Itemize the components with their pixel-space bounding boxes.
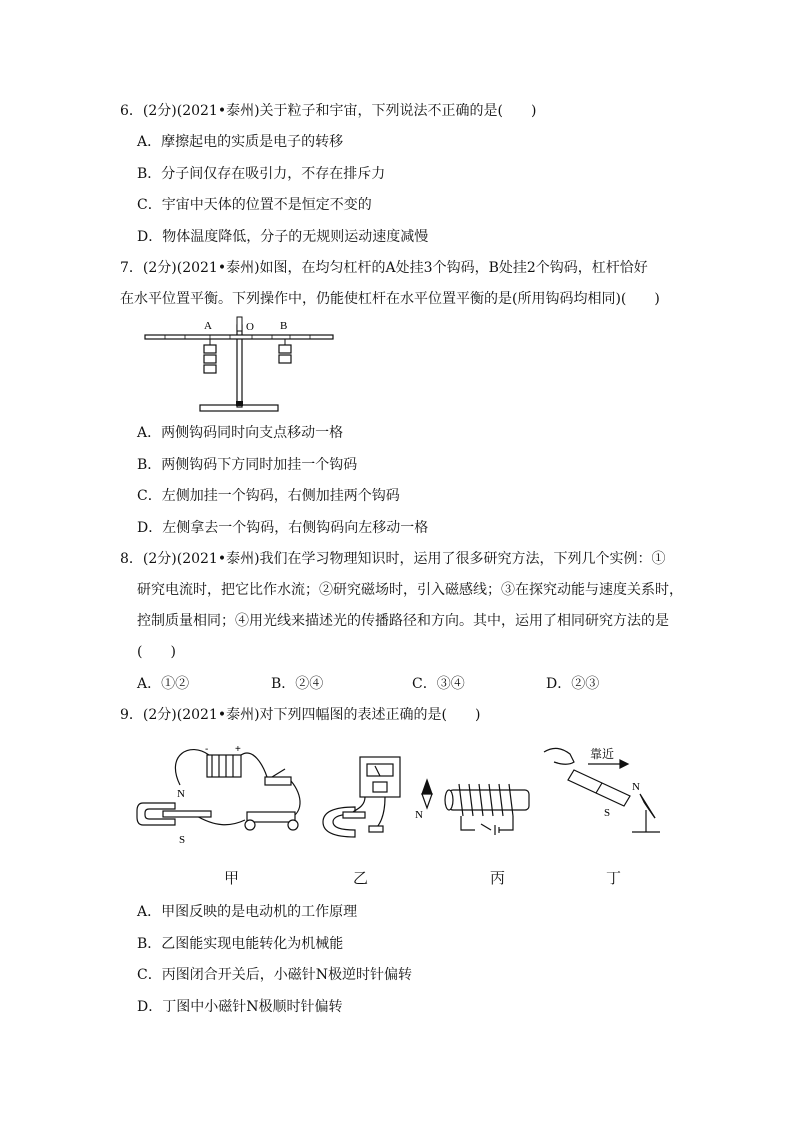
q9-option-c[interactable]: C．丙图闭合开关后，小磁针N极逆时针偏转: [137, 967, 412, 983]
label-n3: N: [415, 809, 423, 821]
question-8-stem-line-4: ( ): [137, 644, 176, 660]
figure-bing-solenoid: [415, 770, 535, 840]
label-s4: S: [604, 807, 611, 819]
label-n1: N: [177, 788, 185, 800]
question-8-stem-line-1: 8．(2分)(2021•泰州)我们在学习物理知识时，运用了很多研究方法，下列几个实例：①: [120, 551, 666, 567]
question-8-stem-line-2: 研究电流时，把它比作水流；②研究磁场时，引入磁感线；③在探究动能与速度关系时，: [137, 582, 683, 598]
label-minus: -: [205, 744, 209, 755]
q9-option-a[interactable]: A．甲图反映的是电动机的工作原理: [137, 904, 358, 920]
q6-option-b[interactable]: B．分子间仅存在吸引力，不存在排斥力: [137, 166, 386, 182]
label-b: B: [280, 320, 288, 332]
q7-option-a[interactable]: A．两侧钩码同时向支点移动一格: [137, 425, 344, 441]
q8-option-b[interactable]: B．②④: [271, 676, 324, 692]
question-8-stem-line-3: 控制质量相同；④用光线来描述光的传播路径和方向。其中，运用了相同研究方法的是: [137, 613, 669, 629]
q8-option-c[interactable]: C．③④: [412, 676, 465, 692]
question-9-stem: 9．(2分)(2021•泰州)对下列四幅图的表述正确的是( ): [120, 707, 481, 723]
caption-yi: 乙: [353, 869, 369, 887]
question-6-stem: 6．(2分)(2021•泰州)关于粒子和宇宙，下列说法不正确的是( ): [120, 103, 537, 119]
q7-option-b[interactable]: B．两侧钩码下方同时加挂一个钩码: [137, 457, 358, 473]
q8-option-a[interactable]: A．①②: [137, 676, 190, 692]
question-7-stem-line-2: 在水平位置平衡。下列操作中，仍能使杠杆在水平位置平衡的是(所用钩码均相同)( ): [120, 291, 660, 307]
label-o: O: [246, 321, 254, 333]
q6-option-d[interactable]: D．物体温度降低，分子的无规则运动速度减慢: [137, 229, 429, 245]
q7-option-d[interactable]: D．左侧拿去一个钩码，右侧钩码向左移动一格: [137, 520, 429, 536]
q6-option-a[interactable]: A．摩擦起电的实质是电子的转移: [137, 134, 344, 150]
q8-option-d[interactable]: D．②③: [546, 676, 600, 692]
label-a: A: [204, 320, 212, 332]
q9-option-d[interactable]: D．丁图中小磁针N极顺时针偏转: [137, 999, 343, 1015]
q9-option-b[interactable]: B．乙图能实现电能转化为机械能: [137, 936, 344, 952]
lever-figure: [140, 315, 340, 415]
label-kaojin: 靠近: [590, 747, 615, 761]
figure-jia-generator: [135, 745, 310, 850]
q7-option-c[interactable]: C．左侧加挂一个钩码，右侧加挂两个钩码: [137, 488, 400, 504]
caption-ding: 丁: [606, 869, 622, 887]
label-n4: N: [632, 781, 640, 793]
caption-bing: 丙: [490, 869, 506, 887]
question-7-stem-line-1: 7．(2分)(2021•泰州)如图，在均匀杠杆的A处挂3个钩码，B处挂2个钩码，杠杆恰好: [120, 260, 648, 276]
caption-jia: 甲: [224, 869, 240, 887]
figure-yi-meter: [315, 752, 405, 842]
label-s1: S: [179, 834, 186, 846]
label-plus: +: [235, 744, 241, 755]
figure-ding-magnet: [540, 742, 665, 837]
q6-option-c[interactable]: C．宇宙中天体的位置不是恒定不变的: [137, 197, 372, 213]
